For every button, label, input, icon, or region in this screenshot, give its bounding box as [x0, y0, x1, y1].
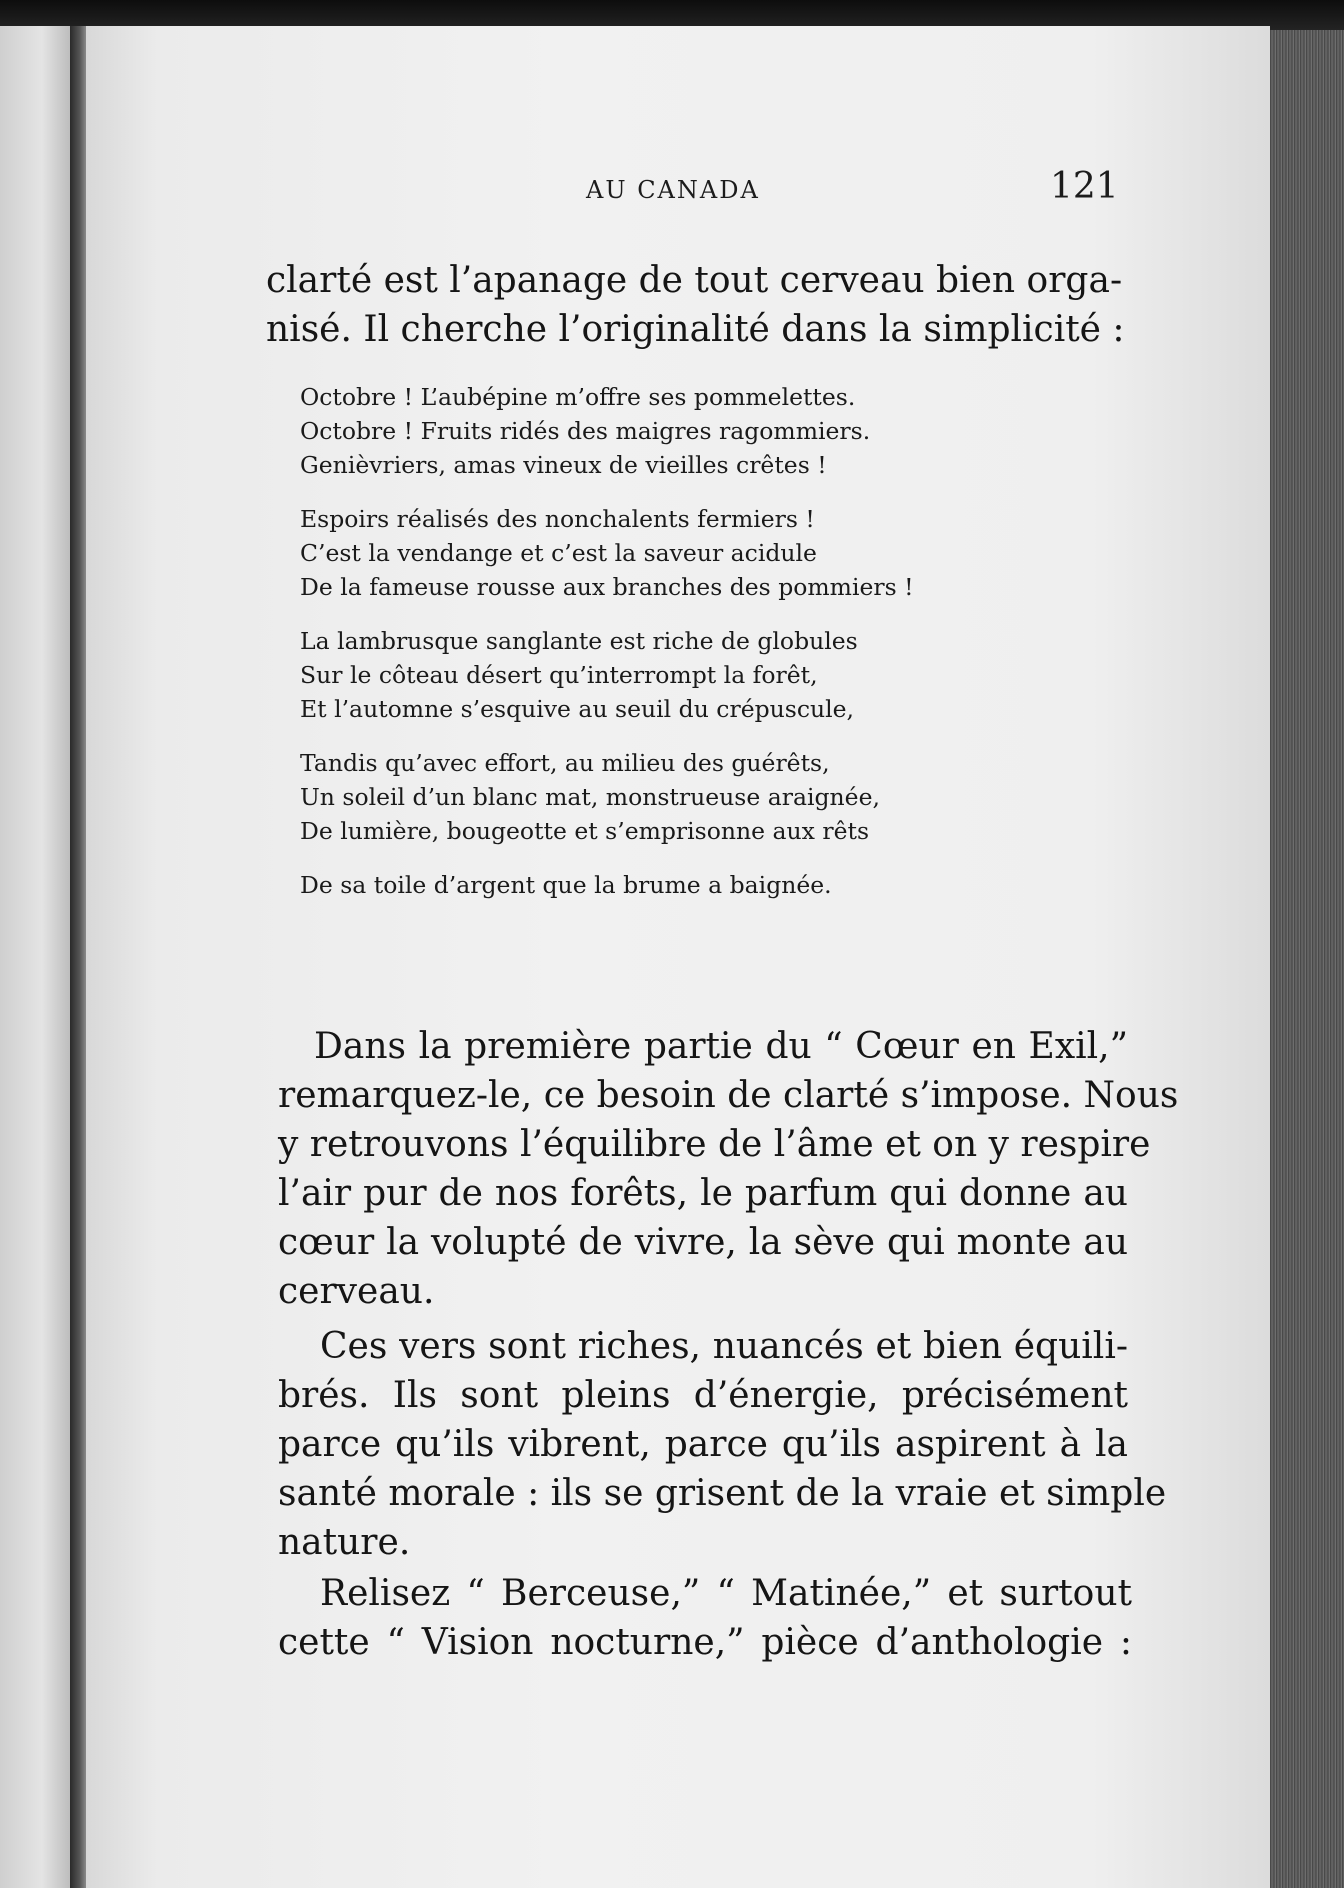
- text-line: nisé. Il cherche l’originalité dans la simplicité :: [266, 309, 1125, 350]
- facing-page-edge: [0, 26, 70, 1888]
- poem-stanza: [300, 502, 914, 604]
- poem-stanza: [300, 380, 914, 482]
- text-line: Dans la première partie du “ Cœur en Exil,”: [314, 1026, 1128, 1067]
- page-fore-edge: [1270, 30, 1344, 1888]
- body-paragraph: [278, 1322, 1167, 1567]
- text-line: cerveau.: [278, 1271, 435, 1312]
- text-line: l’air pur de nos forêts, le parfum qui donne au: [278, 1173, 1128, 1214]
- body-paragraph: [278, 1022, 1179, 1316]
- verse-line: C’est la vendange et c’est la saveur acidule: [300, 539, 817, 567]
- verse-line: Tandis qu’avec effort, au milieu des guérêts,: [300, 749, 830, 777]
- text-line: santé morale : ils se grisent de la vraie et simple: [278, 1473, 1167, 1514]
- intro-paragraph: [266, 256, 1125, 354]
- verse-line: Octobre ! L’aubépine m’offre ses pommelettes.: [300, 383, 856, 411]
- body-paragraph: [278, 1569, 1132, 1667]
- poem-stanza: [300, 746, 914, 848]
- text-line: Ces vers sont riches, nuancés et bien équili-: [320, 1326, 1128, 1367]
- poem-quote: [300, 380, 914, 922]
- book-gutter: [70, 26, 86, 1888]
- running-head: AU CANADA: [586, 176, 760, 204]
- text-line: y retrouvons l’équilibre de l’âme et on y respire: [278, 1124, 1151, 1165]
- text-line: Relisez “ Berceuse,” “ Matinée,” et surtout: [320, 1573, 1132, 1614]
- text-line: cœur la volupté de vivre, la sève qui monte au: [278, 1222, 1128, 1263]
- poem-stanza: [300, 868, 914, 902]
- verse-line: Espoirs réalisés des nonchalents fermiers !: [300, 505, 815, 533]
- poem-stanza: [300, 624, 914, 726]
- verse-line: Genièvriers, amas vineux de vieilles crêtes !: [300, 451, 827, 479]
- verse-line: De la fameuse rousse aux branches des pommiers !: [300, 573, 914, 601]
- text-line: clarté est l’apanage de tout cerveau bien orga-: [266, 260, 1123, 301]
- page-number: 121: [1050, 166, 1119, 207]
- verse-line: Octobre ! Fruits ridés des maigres ragommiers.: [300, 417, 871, 445]
- text-line: brés. Ils sont pleins d’énergie, précisément: [278, 1375, 1128, 1416]
- text-line: cette “ Vision nocturne,” pièce d’anthologie :: [278, 1622, 1132, 1663]
- verse-line: De sa toile d’argent que la brume a baignée.: [300, 871, 832, 899]
- verse-line: Et l’automne s’esquive au seuil du crépuscule,: [300, 695, 855, 723]
- verse-line: De lumière, bougeotte et s’emprisonne aux rêts: [300, 817, 870, 845]
- verse-line: La lambrusque sanglante est riche de globules: [300, 627, 858, 655]
- text-line: parce qu’ils vibrent, parce qu’ils aspirent à la: [278, 1424, 1128, 1465]
- verse-line: Sur le côteau désert qu’interrompt la forêt,: [300, 661, 818, 689]
- text-line: nature.: [278, 1522, 411, 1563]
- verse-line: Un soleil d’un blanc mat, monstrueuse araignée,: [300, 783, 880, 811]
- text-line: remarquez-le, ce besoin de clarté s’impose. Nous: [278, 1075, 1179, 1116]
